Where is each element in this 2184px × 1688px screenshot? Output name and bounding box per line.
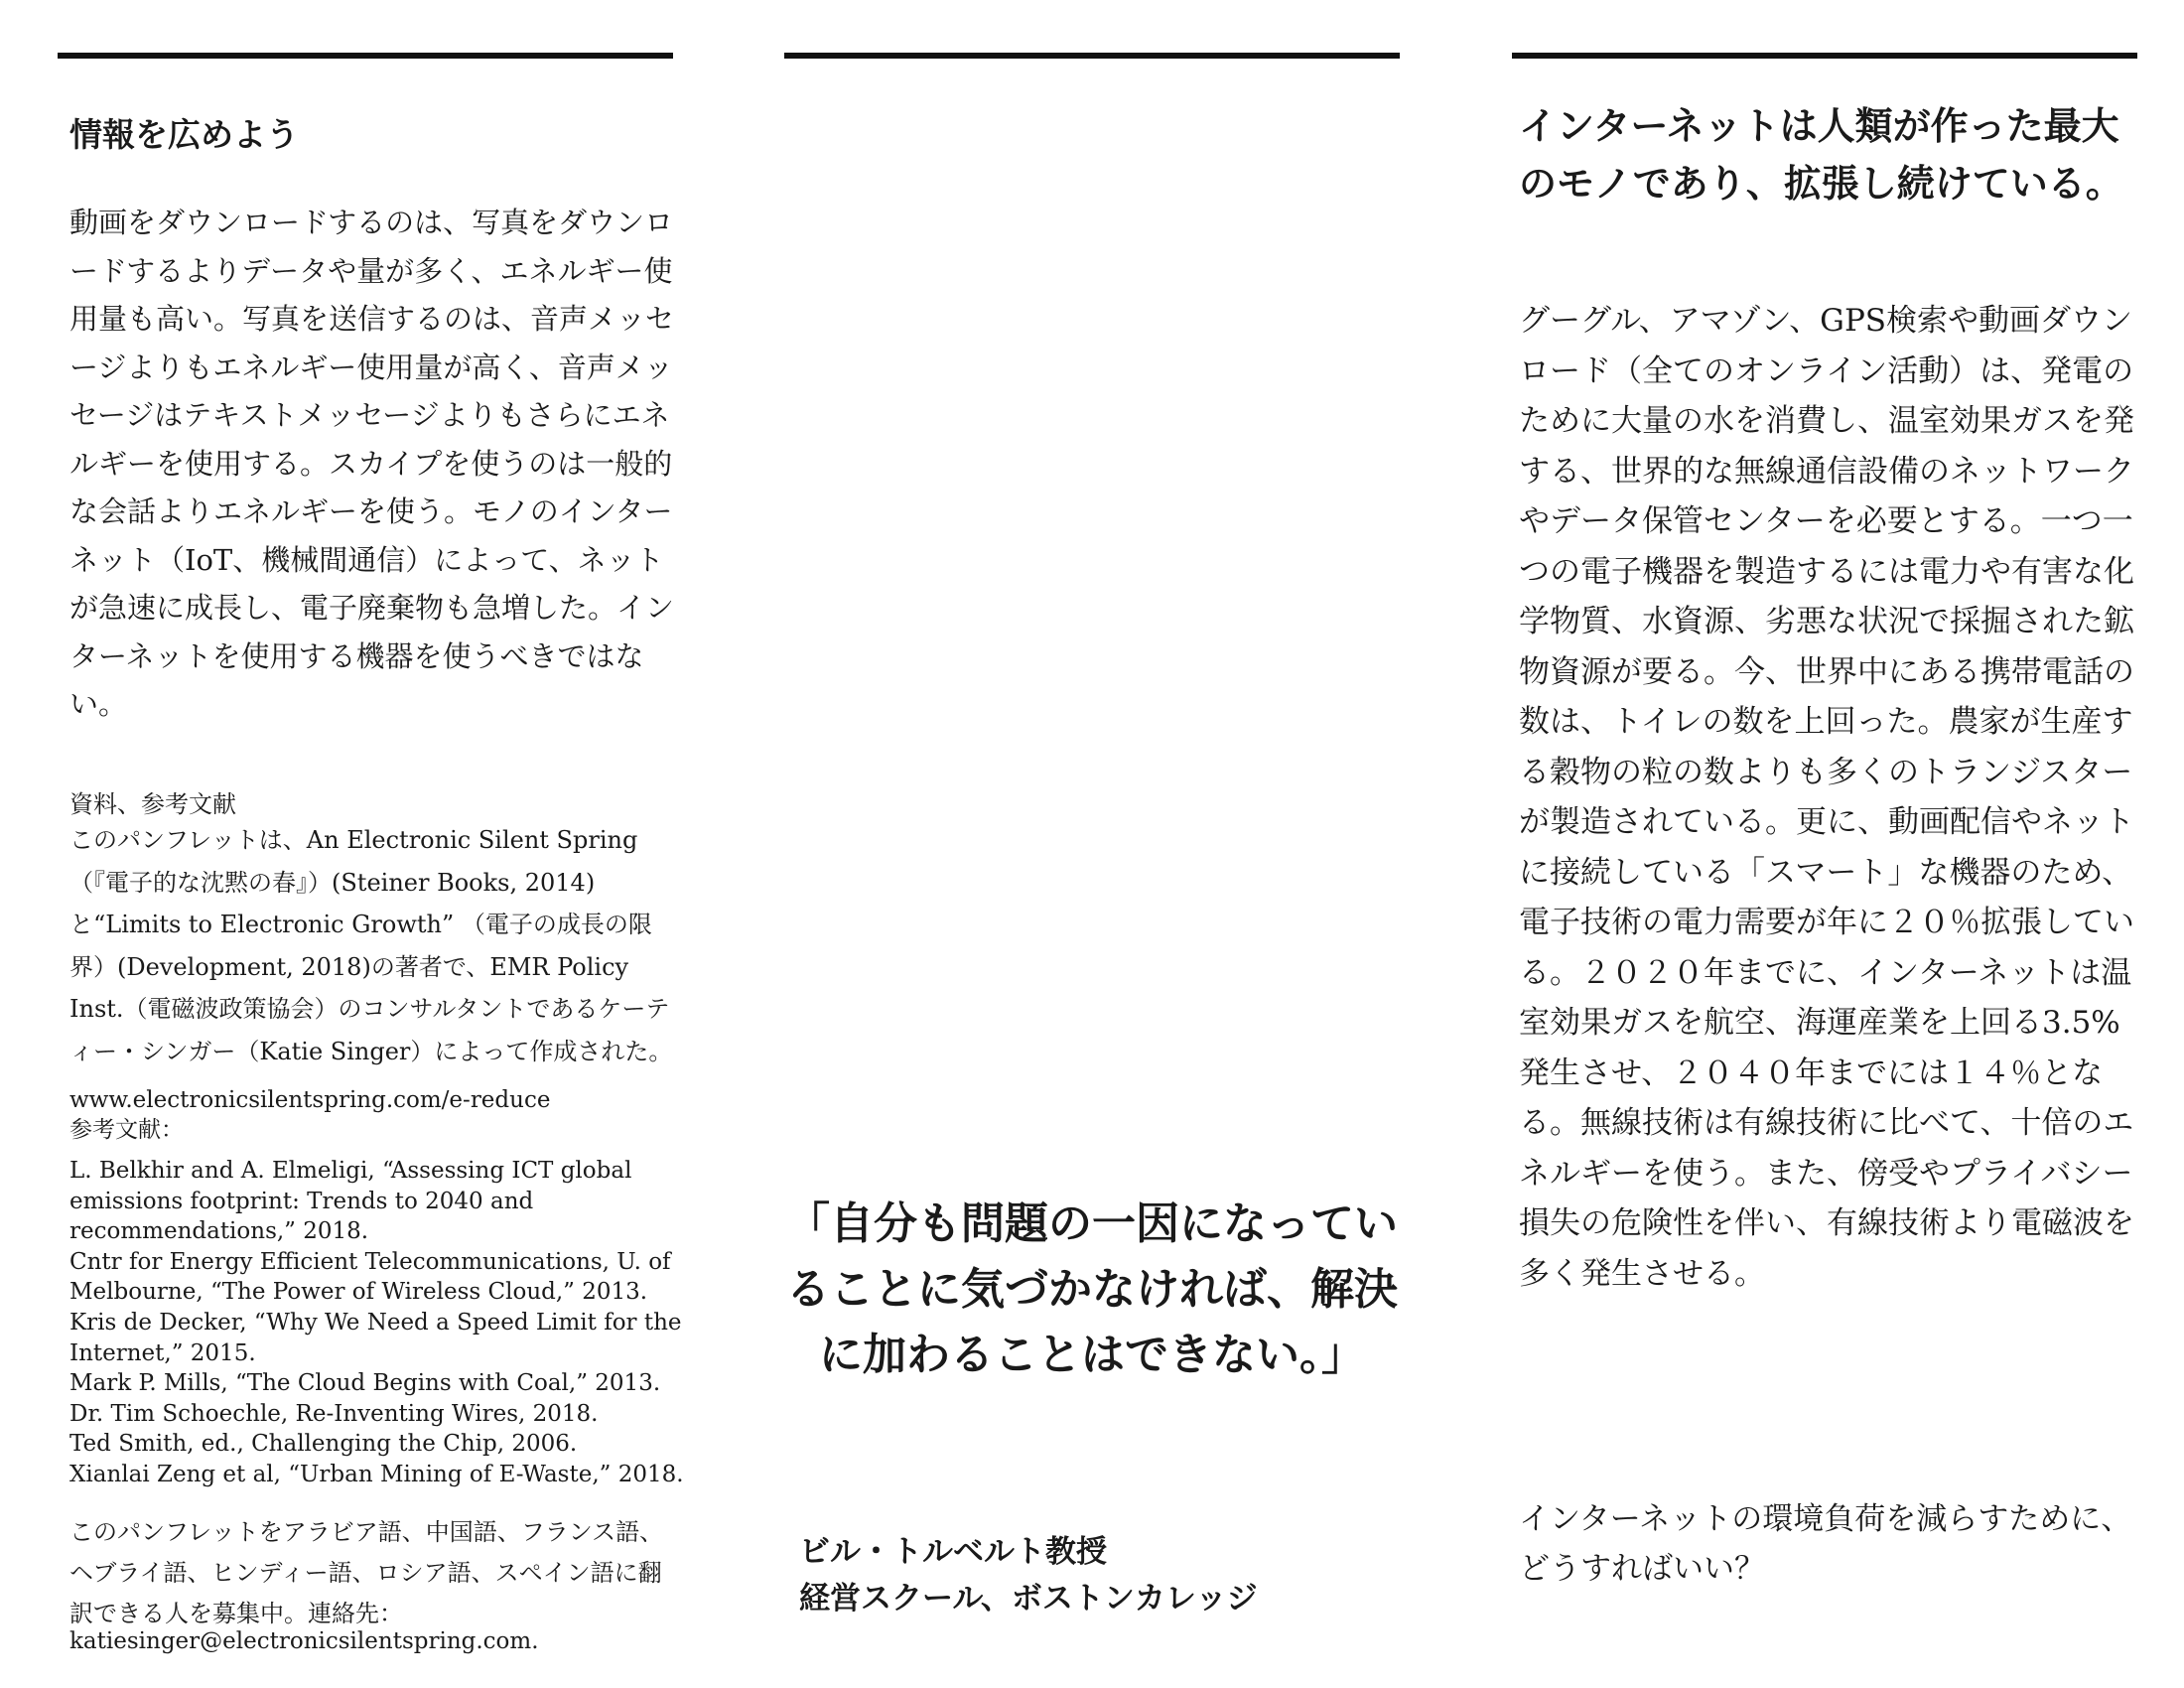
reference-item: Dr. Tim Schoechle, Re-Inventing Wires, 2018. [69,1400,599,1427]
column3-body-text: グーグル、アマゾン、GPS検索や動画ダウンロード（全てのオンライン活動）は、発電のために大量の水を消費し、温室効果ガスを発する、世界的な無線通信設備のネットワークやデータ保管センターを必要とする。一つ一つの電子機器を製造するには電力や有害な化学物質、水資源、劣悪な状況で採掘された鉱物資源が要る。今、世界中にある携帯電話の数は、トイレの数を上回った。農家が生産する穀物の粒の数よりも多くのトランジスターが製造されている。更に、動画配信やネットに接続している「スマート」な機器のため、電子技術の電力需要が年に２０％拡張している。２０２０年までに、インターネットは温室効果ガスを航空、海運産業を上回る3.5%発生させ、２０４０年までには１４％となる。無線技術は有線技術に比べて、十倍のエネルギーを使う。また、傍受やプライバシー損失の危険性を伴い、有線技術より電磁波を多く発生させる。 [1519,303,2134,1292]
reference-list [69,1156,685,1490]
attribution-affiliation: 経営スクール、ボストンカレッジ [799,1581,1258,1617]
closing-question: インターネットの環境負荷を減らすために、どうすればいい？ [1519,1501,2132,1587]
quote-attribution [799,1529,1258,1622]
spread-the-word-heading: 情報を広めよう [69,115,299,154]
column2-top-rule [784,53,1400,59]
reference-item: Xianlai Zeng et al, “Urban Mining of E-Waste,” 2018. [69,1461,684,1487]
internet-largest-thing-headline: インターネットは人類が作った最大のモノであり、拡張し続けている。 [1519,103,2123,206]
reference-item: Mark P. Mills, “The Cloud Begins with Coal,” 2013. [69,1370,661,1397]
column3-top-rule [1512,53,2137,59]
column1-top-rule [58,53,673,59]
reference-url[interactable]: www.electronicsilentspring.com/e-reduce [69,1087,551,1113]
reference-item: Ted Smith, ed., Challenging the Chip, 2006. [69,1431,578,1458]
reference-item: Cntr for Energy Efficient Telecommunications, U. of Melbourne, “The Power of Wireless Cloud,” 2013. [69,1248,671,1306]
references-section-label: 資料、参考文献 [69,790,236,818]
column1-body-text: 動画をダウンロードするのは、写真をダウンロードするよりデータや量が多く、エネルギー使用量も高い。写真を送信するのは、音声メッセージよりもエネルギー使用量が高く、音声メッセージはテキストメッセージよりもさらにエネルギーを使用する。スカイプを使うのは一般的な会話よりエネルギーを使う。モノのインターネット（IoT、機械間通信）によって、ネットが急速に成長し、電子廃棄物も急増した。インターネットを使用する機器を使うべきではない。 [69,206,675,721]
references-intro: このパンフレットは、An Electronic Silent Spring（『電子的な沈黙の春』）(Steiner Books, 2014)と“Limits to Electronic Growth” （電子の成長の限界）(Development, 2018)の著者で、EMR Policy Inst.（電磁波政策協会）のコンサルタントであるケーティー・シンガー（Katie Singer）によって作成された。 [69,826,673,1065]
attribution-name: ビル・トルベルト教授 [799,1534,1107,1570]
pull-quote: 「自分も問題の一因になっていることに気づかなければ、解決に加わることはできない。」 [786,1198,1398,1380]
translation-request: このパンフレットをアラビア語、中国語、フランス語、ヘブライ語、ヒンディー語、ロシア語、スペイン語に翻訳できる人を募集中。連絡先： [69,1518,664,1627]
reference-item: L. Belkhir and A. Elmeligi, “Assessing ICT global emissions footprint: Trends to 2040 and recommendations,” 2018. [69,1158,632,1245]
reference-item: Kris de Decker, “Why We Need a Speed Limit for the Internet,” 2015. [69,1309,682,1366]
reference-list-label: 参考文献： [69,1117,184,1143]
contact-email[interactable]: katiesinger@electronicsilentspring.com. [69,1628,539,1654]
